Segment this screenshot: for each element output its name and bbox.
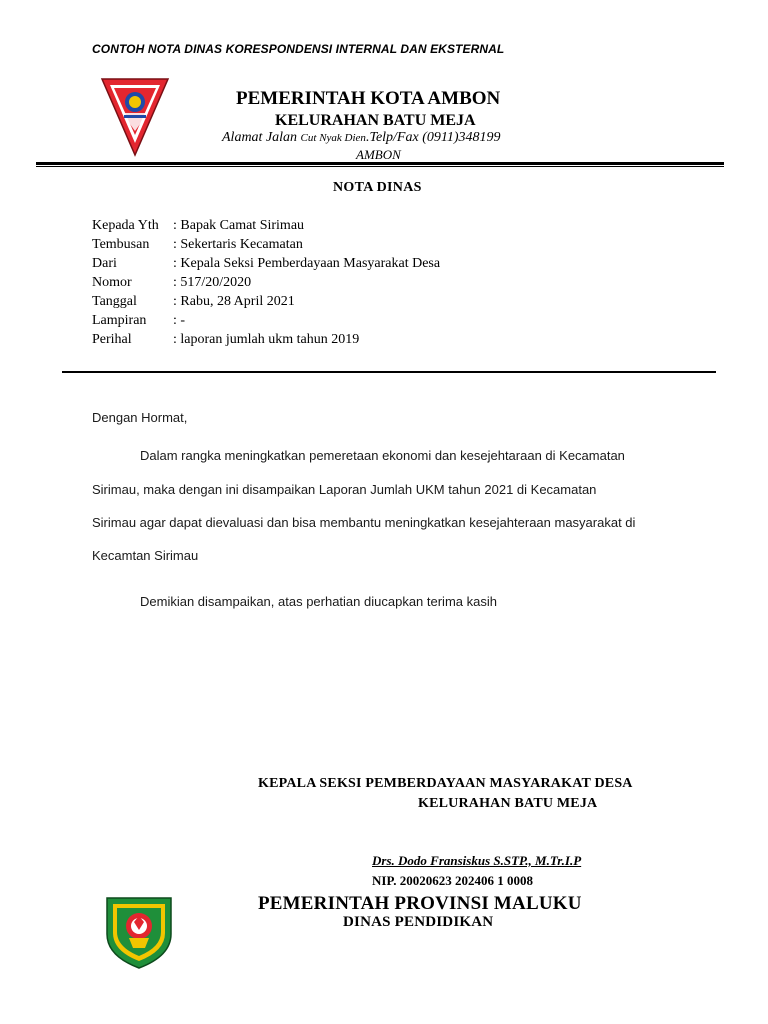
nota-title: NOTA DINAS [333,180,422,195]
meta-label: Dari [92,256,117,271]
letterhead-divider-thin [36,166,724,167]
signatory-title: KEPALA SEKSI PEMBERDAYAAN MASYARAKAT DESA [258,776,633,791]
meta-label: Kepada Yth [92,218,159,233]
document-caption: CONTOH NOTA DINAS KORESPONDENSI INTERNAL DAN EKSTERNAL [92,42,505,56]
paragraph-line: Sirimau agar dapat dievaluasi dan bisa membantu meningkatkan kesejahteraan masyarakat di [92,515,636,530]
meta-label: Tanggal [92,294,137,309]
footer-title: PEMERINTAH PROVINSI MALUKU [258,893,582,914]
letterhead-subtitle: KELURAHAN BATU MEJA [275,112,476,129]
letterhead-divider [36,162,724,165]
paragraph-line: Dalam rangka meningkatkan pemeretaan ekonomi dan kesejehtaraan di Kecamatan [140,448,625,463]
salutation: Dengan Hormat, [92,410,188,425]
meta-label: Lampiran [92,313,147,328]
memo-divider [62,371,716,373]
meta-value: : laporan jumlah ukm tahun 2019 [173,332,360,347]
meta-label: Nomor [92,275,132,290]
signatory-name: Drs. Dodo Fransiskus S.STP., M.Tr.I.P [372,853,582,868]
signatory-nip: NIP. 20020623 202406 1 0008 [372,873,533,888]
letterhead-title: PEMERINTAH KOTA AMBON [236,88,501,109]
closing-sentence: Demikian disampaikan, atas perhatian diucapkan terima kasih [140,594,497,609]
meta-value: : - [173,313,186,328]
paragraph-line: Kecamtan Sirimau [92,548,199,563]
meta-value: : Kepala Seksi Pemberdayaan Masyarakat Desa [173,256,441,271]
maluku-province-emblem-icon [103,894,175,970]
letterhead-address [222,130,500,146]
ambon-city-emblem-icon [100,75,170,157]
meta-value: : Sekertaris Kecamatan [173,237,303,252]
meta-value: : Rabu, 28 April 2021 [173,294,295,309]
letterhead-city: AMBON [356,147,401,162]
meta-value: : Bapak Camat Sirimau [173,218,305,233]
paragraph-line: Sirimau, maka dengan ini disampaikan Laporan Jumlah UKM tahun 2021 di Kecamatan [92,482,597,497]
meta-label: Tembusan [92,237,150,252]
address-street: Cut Nyak Dien [300,132,366,144]
signatory-office: KELURAHAN BATU MEJA [418,796,598,811]
address-phone: .Telp/Fax (0911)348199 [365,130,501,145]
address-part: Alamat Jalan [222,130,301,145]
footer-subtitle: DINAS PENDIDIKAN [343,914,494,930]
meta-label: Perihal [92,332,132,347]
meta-value: : 517/20/2020 [173,275,252,290]
